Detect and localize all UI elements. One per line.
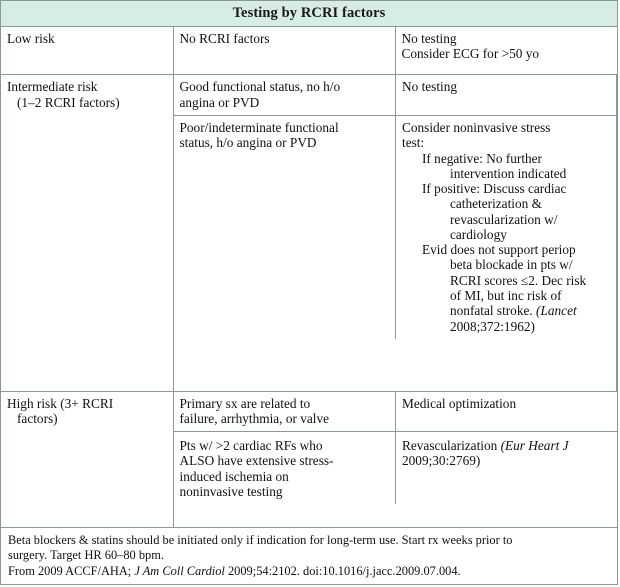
finding-cell-high-secondary — [174, 432, 396, 505]
table-row — [1, 75, 617, 391]
action-intro-line-1: Consider noninvasive stress — [402, 119, 551, 135]
action-bullet-1-line-1: If negative: No further — [422, 150, 542, 166]
risk-label-intermediate-line-2: (1–2 RCRI factors) — [17, 94, 120, 110]
finding-line-2: angina or PVD — [179, 94, 260, 110]
table-subrow — [174, 115, 617, 338]
action-bullet-2-line-4: cardiology — [450, 226, 507, 242]
table-row — [1, 391, 617, 526]
action-bullet-2-line-2: catheterization & — [450, 196, 542, 212]
footnote-journal: J Am Coll Cardiol — [134, 563, 225, 578]
action-bullet-2-line-3: revascularization w/ — [450, 211, 558, 227]
footnote-line-1: Beta blockers & statins should be initiated only if indication for long-term use. Start rx weeks prior to — [8, 532, 513, 547]
table-row — [1, 27, 617, 75]
citation-line-1: (Lancet — [536, 303, 577, 319]
table-title: Testing by RCRI factors — [1, 1, 617, 27]
table-subrow — [174, 75, 617, 115]
action-bullet-3-line-3: RCRI scores ≤2. Dec risk — [450, 272, 587, 288]
action-bullet-3-line-1: Evid does not support periop — [422, 242, 576, 258]
finding-cell-intermediate-poor — [174, 115, 396, 338]
citation-line-2: 2008;372:1962) — [450, 318, 535, 334]
action-bullet-2-line-1: If positive: Discuss cardiac — [422, 181, 567, 197]
action-cell-low — [395, 27, 617, 75]
table-subrow — [174, 392, 617, 432]
footnote-line-2: surgery. Target HR 60–80 bpm. — [8, 548, 164, 562]
table-footnote — [1, 527, 617, 585]
finding-cell-high-primary — [174, 392, 396, 432]
risk-cell-intermediate — [1, 75, 173, 391]
finding-line-2: failure, arrhythmia, or valve — [179, 410, 330, 426]
action-bullet-1-line-2: intervention indicated — [450, 165, 567, 181]
action-line-2: Consider ECG for >50 yo — [401, 46, 540, 62]
risk-cell-low — [1, 27, 173, 75]
action-main-text: Revascularization — [402, 438, 498, 454]
table-subrow — [174, 432, 617, 505]
finding-line-1: Good functional status, no h/o — [179, 79, 341, 95]
action-cell-high-secondary — [396, 432, 617, 505]
finding-line-3: induced ischemia on — [179, 468, 289, 484]
finding-line-4: noninvasive testing — [179, 484, 283, 500]
footnote-source-suffix: 2009;54:2102. doi:10.1016/j.jacc.2009.07.004. — [224, 563, 461, 578]
action-text: Medical optimization — [402, 395, 517, 411]
action-intro-line-2: test: — [402, 135, 425, 151]
main-table — [1, 27, 617, 527]
finding-line-1: Poor/indeterminate functional — [179, 119, 339, 135]
action-cell-intermediate-poor — [396, 115, 617, 338]
footnote-line-3 — [8, 564, 611, 580]
action-text: No testing — [402, 79, 458, 95]
citation-line-2: 2009;30:2769) — [402, 453, 481, 469]
risk-label-high-line-2: factors) — [17, 410, 58, 426]
action-bullet-3-line-5: nonfatal stroke. — [450, 303, 533, 319]
finding-line-1: Primary sx are related to — [179, 395, 311, 411]
action-line-1: No testing — [401, 31, 457, 46]
finding-text-low: No RCRI factors — [179, 31, 270, 46]
high-risk-subgrid — [173, 391, 617, 526]
finding-line-1: Pts w/ >2 cardiac RFs who — [179, 438, 323, 454]
action-bullet-3-line-4: of MI, but inc risk of — [450, 288, 562, 304]
risk-label-low: Low risk — [7, 31, 55, 46]
intermediate-subgrid — [173, 75, 617, 391]
action-bullet-3-line-2: beta blockade in pts w/ — [450, 257, 573, 273]
action-cell-high-primary — [396, 392, 617, 432]
finding-cell-low — [173, 27, 395, 75]
footnote-source-prefix: From 2009 ACCF/AHA; — [8, 563, 135, 578]
finding-line-2: ALSO have extensive stress- — [179, 453, 334, 469]
risk-label-intermediate-line-1: Intermediate risk — [7, 79, 98, 95]
risk-cell-high — [1, 391, 173, 526]
finding-line-2: status, h/o angina or PVD — [179, 135, 317, 151]
action-cell-intermediate-good — [396, 75, 617, 115]
risk-label-high-line-1: High risk (3+ RCRI — [7, 395, 114, 411]
citation-line-1: (Eur Heart J — [500, 438, 569, 454]
finding-cell-intermediate-good — [174, 75, 396, 115]
